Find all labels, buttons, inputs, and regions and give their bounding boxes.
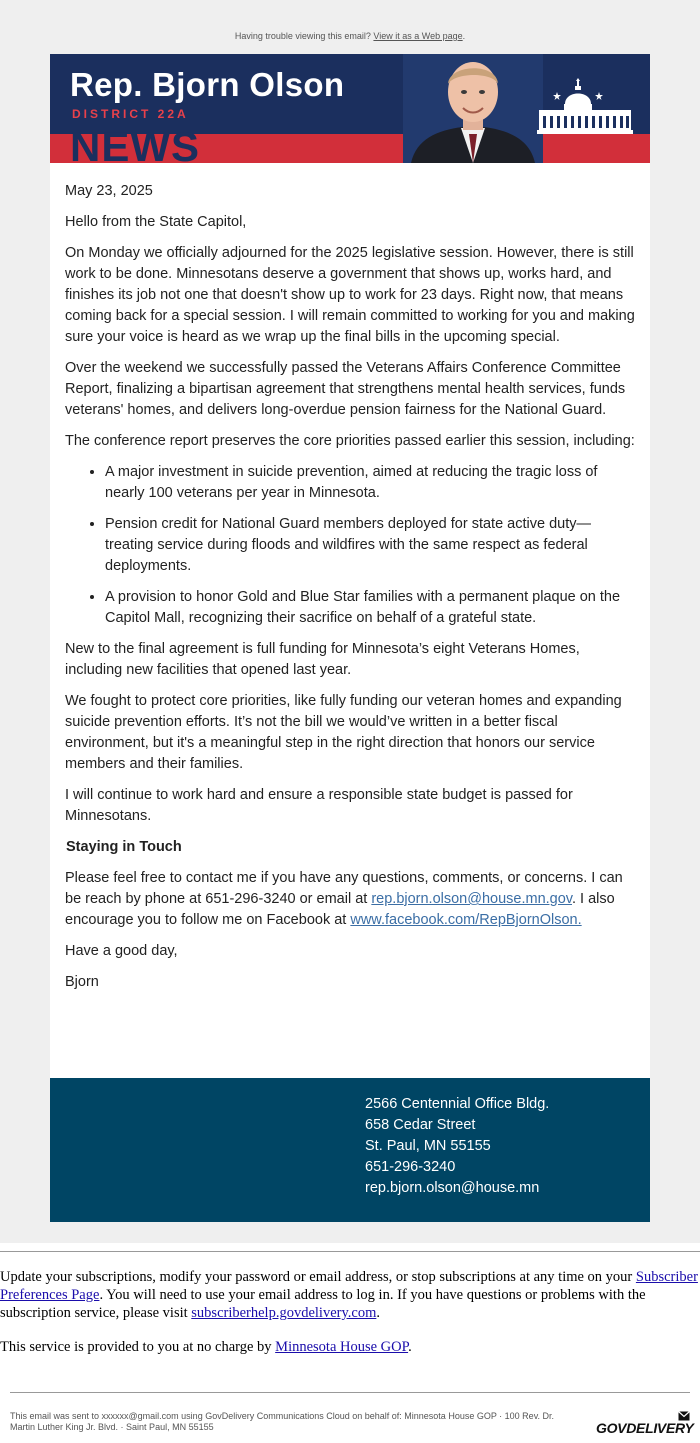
email-card [50,54,650,1222]
facebook-link[interactable]: www.facebook.com/RepBjornOlson. [350,912,582,928]
contact-paragraph [65,868,635,931]
service-text-b: . [408,1339,412,1355]
email-link[interactable]: rep.bjorn.olson@house.mn.gov [371,891,572,907]
representative-name: Rep. Bjorn Olson [70,66,345,103]
closing-line: Have a good day, [65,943,178,959]
envelope-icon [678,1411,690,1421]
paragraph-core-priorities: We fought to protect core priorities, like fully funding our veteran homes and expanding suicide prevention efforts. It’s not the bill we would’ve written in a better fiscal environment, but it's a meaningful step in the right direction that honors our service members and their families. [65,693,622,772]
capitol-building-icon [537,78,633,134]
service-text-a: This service is provided to you at no charge by [0,1339,276,1355]
preheader [0,31,700,41]
office-address [365,1094,549,1199]
office-address-footer [50,1078,650,1222]
list-item: • A provision to honor Gold and Blue Star families with a permanent plaque on the Capitol Mall, recognizing their sacrifice on behalf of a grateful state. [105,587,635,629]
staying-in-touch-heading: Staying in Touch [66,839,182,855]
subscription-text-c: . [376,1305,380,1321]
paragraph-budget: I will continue to work hard and ensure a responsible state budget is passed for Minnesotans. [65,787,573,824]
divider [10,1392,690,1393]
paragraph-priorities: The conference report preserves the core priorities passed earlier this session, including: [65,433,635,449]
address-line: 658 Cedar Street [365,1117,476,1133]
email-date: May 23, 2025 [65,183,153,199]
news-banner-word: NEWS [70,123,200,163]
minnesota-house-gop-link[interactable]: Minnesota House GOP [275,1339,409,1355]
signature: Bjorn [65,974,99,990]
paragraph-veterans-homes: New to the final agreement is full funding for Minnesota’s eight Veterans Homes, including new facilities that opened last year. [65,641,580,678]
subscription-paragraph [0,1268,700,1322]
email-body [50,163,650,993]
newsletter-banner [50,54,650,163]
subscription-text-a: Update your subscriptions, modify your password or email address, or stop subscriptions at any time on your [0,1269,636,1285]
contact-text-b: . I also encourage you to follow me on Facebook at [65,891,615,928]
list-item: • A major investment in suicide prevention, aimed at reducing the tragic loss of nearly 100 veterans per year in Minnesota. [105,462,635,504]
address-phone: 651-296-3240 [365,1159,456,1175]
address-email: rep.bjorn.olson@house.mn [365,1180,540,1196]
paragraph-veterans-report: Over the weekend we successfully passed the Veterans Affairs Conference Committee Report, finalizing a bipartisan agreement that strengthens mental health services, funds veterans' homes, and delivers long-overdue pension fairness for the National Guard. [65,360,626,418]
priorities-list [65,462,635,629]
address-line: St. Paul, MN 55155 [365,1138,491,1154]
address-line: 2566 Centennial Office Bldg. [365,1096,550,1112]
service-paragraph [0,1338,700,1356]
preheader-text: Having trouble viewing this email? [234,31,371,41]
divider [0,1251,700,1252]
govdelivery-logo [596,1411,692,1439]
subscription-text-b: . You will need to use your email address to log in. If you have questions or problems with the subscription service, please visit [0,1287,646,1321]
subscription-notice [0,1268,700,1372]
representative-portrait [403,54,543,163]
greeting: Hello from the State Capitol, [65,214,247,230]
govdelivery-logo-text: GOVDELIVERY [596,1420,694,1436]
preheader-suffix: . [462,31,466,41]
contact-text-a: Please feel free to contact me if you have any questions, comments, or concerns. I can be reach by phone at 651-296-3240 or email at [65,870,623,907]
view-web-page-link[interactable]: View it as a Web page [373,31,463,41]
legal-notice: This email was sent to xxxxxx@gmail.com using GovDelivery Communications Cloud on behalf of: Minnesota House GOP · 100 Rev. Dr. Martin Luther King Jr. Blvd. · Saint Paul, MN 55155 [10,1411,555,1432]
subscriber-preferences-link[interactable]: Subscriber Preferences Page [0,1269,698,1303]
district-label: DISTRICT 22A [72,107,189,121]
paragraph-session: On Monday we officially adjourned for the 2025 legislative session. However, there is still work to be done. Minnesotans deserve a government that shows up, works hard, and finishes its job not one that doesn't show up to work for 23 days. Right now, that means coming back for a special session. I will remain committed to working for you and making sure your voice is heard as we wrap up the final bills in the upcoming special. [65,245,635,345]
list-item: • Pension credit for National Guard members deployed for state active duty—treating service during floods and wildfires with the same respect as federal deployments. [105,514,635,577]
subscriber-help-link[interactable]: subscriberhelp.govdelivery.com [191,1305,377,1321]
